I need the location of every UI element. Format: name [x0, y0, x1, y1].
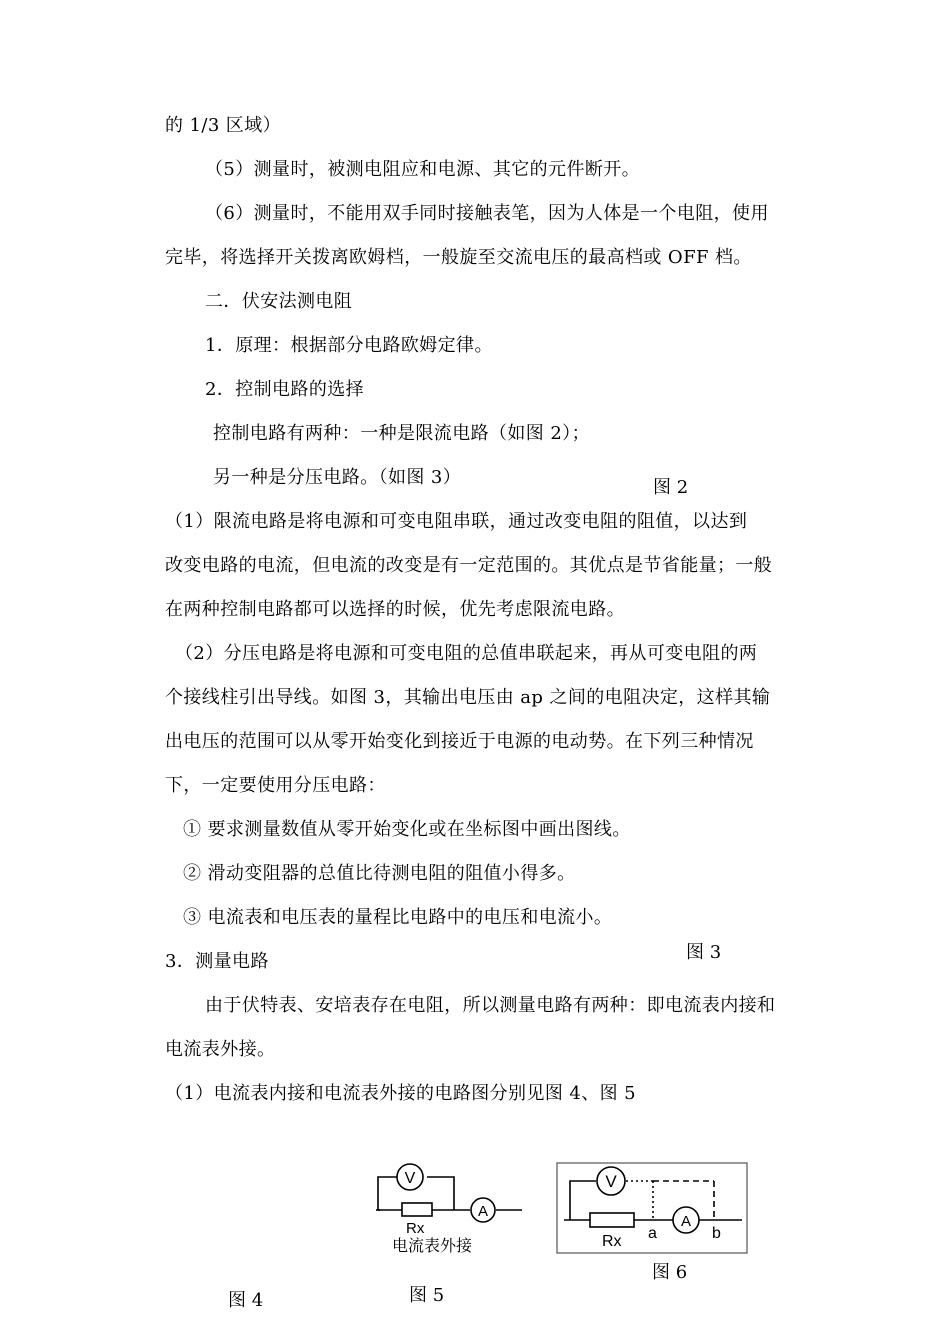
subsection-heading: 2．控制电路的选择	[205, 379, 365, 400]
section-heading: 二．伏安法测电阻	[205, 291, 353, 312]
text-line-10: （1）限流电路是将电源和可变电阻串联，通过改变电阻的阻值，以达到	[165, 511, 748, 532]
text-line-12: 在两种控制电路都可以选择的时候，优先考虑限流电路。	[165, 599, 625, 620]
text-line-3: （6）测量时，不能用双手同时接触表笔，因为人体是一个电阻，使用	[205, 203, 769, 224]
circuit-caption: 电流表外接	[392, 1238, 473, 1255]
resistor-label: Rx	[406, 1220, 425, 1237]
text-line-11: 改变电路的电流，但电流的改变是有一定范围的。其优点是节省能量；一般	[165, 555, 773, 576]
figure-caption-2: 图 2	[653, 477, 689, 498]
text-line-6: 1．原理：根据部分电路欧姆定律。	[205, 335, 493, 356]
list-item-1: ① 要求测量数值从零开始变化或在坐标图中画出图线。	[183, 819, 631, 840]
voltmeter-label: V	[605, 1172, 617, 1191]
node-b-label: b	[712, 1225, 721, 1242]
text-line-22: 电流表外接。	[165, 1039, 276, 1060]
text-line-9: 另一种是分压电路。（如图 3）	[213, 467, 462, 488]
text-line-14: 个接线柱引出导线。如图 3，其输出电压由 ap 之间的电阻决定，这样其输	[165, 687, 771, 708]
figure-caption-3: 图 3	[686, 942, 722, 963]
figure-caption-5: 图 5	[409, 1285, 445, 1306]
list-item-3: ③ 电流表和电压表的量程比电路中的电压和电流小。	[183, 907, 613, 928]
list-item-2: ② 滑动变阻器的总值比待测电阻的阻值小得多。	[183, 863, 576, 884]
ammeter-label: A	[477, 1203, 489, 1220]
resistor-label: Rx	[602, 1233, 622, 1250]
text-line-1: 的 1/3 区域）	[165, 115, 282, 136]
voltmeter-label: V	[404, 1170, 416, 1187]
circuit-diagram-ammeter-external	[370, 1155, 530, 1260]
text-line-13: （2）分压电路是将电源和可变电阻的总值串联起来，再从可变电阻的两	[175, 643, 758, 664]
node-a-label: a	[648, 1225, 657, 1242]
circuit-diagram-ab	[556, 1162, 750, 1256]
ammeter-label: A	[680, 1213, 692, 1230]
text-line-23: （1）电流表内接和电流表外接的电路图分别见图 4、图 5	[165, 1083, 636, 1104]
text-line-4: 完毕，将选择开关拨离欧姆档，一般旋至交流电压的最高档或 OFF 档。	[165, 247, 752, 268]
text-line-8: 控制电路有两种：一种是限流电路（如图 2）；	[213, 423, 590, 444]
text-line-15: 出电压的范围可以从零开始变化到接近于电源的电动势。在下列三种情况	[165, 731, 754, 752]
text-line-16: 下，一定要使用分压电路：	[165, 775, 386, 796]
text-line-2: （5）测量时，被测电阻应和电源、其它的元件断开。	[205, 159, 641, 180]
figure-caption-4: 图 4	[228, 1290, 264, 1311]
figure-caption-6: 图 6	[652, 1262, 688, 1283]
subsection-heading-3: 3．测量电路	[165, 951, 269, 972]
text-line-21: 由于伏特表、安培表存在电阻，所以测量电路有两种：即电流表内接和	[205, 995, 776, 1016]
